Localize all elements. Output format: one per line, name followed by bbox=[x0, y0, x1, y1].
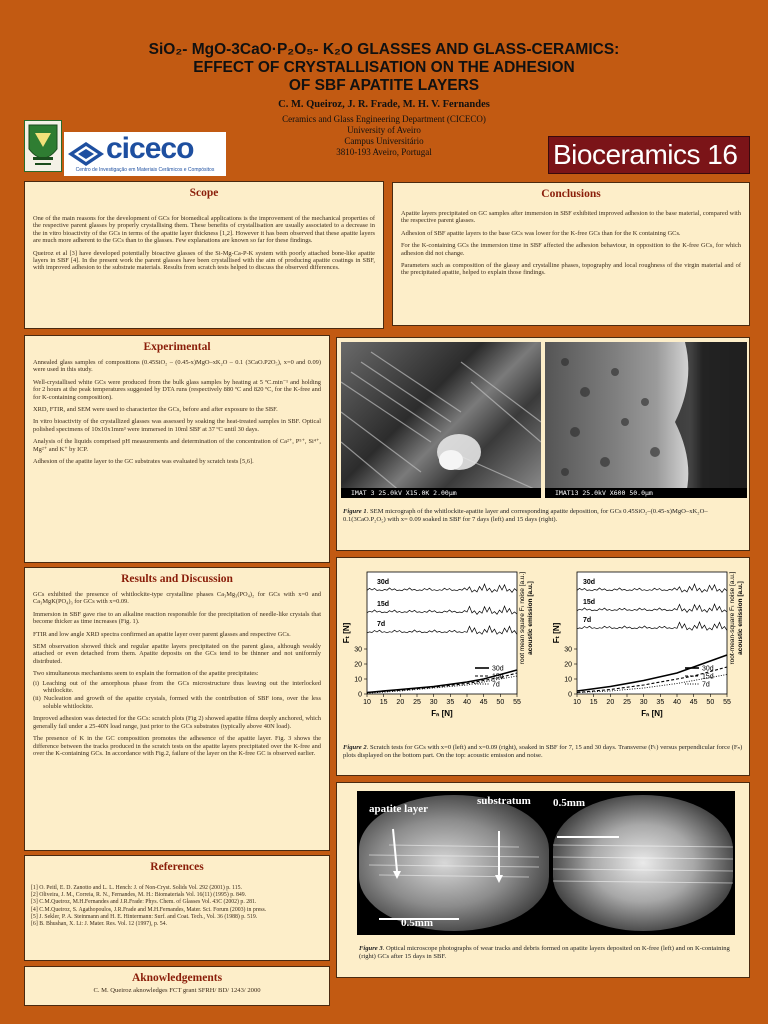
scope-paragraph: One of the main reasons for the development of GCs for biomedical applications is the improvement of the mechanical properties of the respective parent glasses by properly crystallising them. These benefits of crystallisation are usually associated to a decrease in the in vitro bioactivity of the GCs in terms of the apatite layer thickness [1,2]. However it has been observed that these apatite layers are much more adherent to the GCs than to the glasses. Few explanations are known so far for these findings. bbox=[33, 215, 375, 245]
results-paragraph: FTIR and low angle XRD spectra confirmed an apatite layer over parent glasses and respective GCs. bbox=[33, 630, 291, 638]
conclusions-paragraph: Parameters such as composition of the glassy and crystalline phases, topography and local roughness of the virgin material and of the precipitated apatite, helped to explain those findings. bbox=[401, 262, 741, 277]
x-tick-label: 50 bbox=[706, 699, 715, 706]
x-tick-label: 35 bbox=[656, 699, 665, 706]
sem-image-left bbox=[341, 342, 541, 498]
figure3-caption-label: Figure 3 bbox=[359, 945, 383, 952]
experimental-paragraph: Analysis of the liquids comprised pH measurements and determination of the concentration of Ca²⁺, P⁵⁺, Si⁴⁺, Mg²⁺ and K⁺ by ICP. bbox=[33, 438, 321, 453]
x-tick-label: 25 bbox=[413, 699, 421, 706]
acoustic-trace-label: 30d bbox=[377, 579, 390, 586]
y-tick-label: 10 bbox=[564, 676, 572, 684]
experimental-heading: Experimental bbox=[143, 341, 211, 353]
legend-label: 15d bbox=[492, 673, 504, 681]
x-tick-label: 30 bbox=[429, 699, 438, 706]
results-paragraph: (ii) Nucleation and growth of the apatite crystals, formed with the contribution of SBF ions, over the less soluble whitlockite. bbox=[33, 695, 321, 710]
results-paragraph: SEM observation showed thick and regular apatite layers precipitated on the parent glass, although weakly attached or even detached from them. Apatite deposits on the GCs tend to be thinner and not uniformly distributed. bbox=[33, 643, 321, 665]
right-axis-label-noise: root mean square Fₜ noise [a.u.] bbox=[519, 571, 526, 665]
y-tick-label: 0 bbox=[358, 691, 362, 699]
x-tick-label: 40 bbox=[463, 699, 471, 706]
y-tick-label: 0 bbox=[568, 691, 572, 699]
poster-title-line2: EFFECT OF CRYSTALLISATION ON THE ADHESION bbox=[193, 59, 575, 76]
acoustic-trace-label: 15d bbox=[583, 599, 596, 606]
y-axis-label: Fₜ [N] bbox=[342, 622, 351, 644]
figure2-caption-label: Figure 2 bbox=[343, 744, 367, 751]
affil-line: University of Aveiro bbox=[347, 125, 421, 135]
references-panel bbox=[24, 855, 330, 961]
y-axis-label: Fₜ [N] bbox=[552, 622, 561, 644]
right-axis-label-noise: root-mean-square Fₜ noise [a.u.] bbox=[729, 571, 736, 665]
results-paragraph: Improved adhesion was detected for the GCs: scratch plots (Fig 2) showed apatite films deeply anchored, which generally fail under a 25-40N load range, just prior to the GCs substrates (typically above 40N load). bbox=[33, 715, 321, 730]
x-axis-label: Fₙ [N] bbox=[431, 709, 453, 718]
reference-item: [2] Oliveira, J. M., Correia, R. N., Fernandes, M. H.: Biomaterials Vol. 16(11) (1995) p. 849. bbox=[31, 892, 247, 899]
legend-label: 30d bbox=[702, 665, 714, 673]
experimental-paragraph: XRD, FTIR, and SEM were used to characterize the GCs, before and after exposure to the SBF. bbox=[33, 406, 278, 414]
y-tick-label: 20 bbox=[354, 661, 362, 669]
ciceco-subtitle: Centro de Investigação em Materiais Cerâmicos e Compósitos bbox=[75, 167, 215, 173]
x-tick-label: 10 bbox=[363, 699, 371, 706]
figure2-caption bbox=[343, 744, 745, 760]
affiliation bbox=[200, 114, 568, 158]
scale-bar-left-label: 0.5mm bbox=[401, 917, 434, 929]
results-paragraph: GCs exhibited the presence of whitlockite-type crystalline phases Ca₃Mg₃(PO₄)₂ for GCs with x=0 and Ca₃MgK(PO₄)₃ for GCs with x=0.09. bbox=[33, 591, 321, 606]
conclusions-heading: Conclusions bbox=[541, 188, 601, 200]
poster-title-line3: OF SBF APATITE LAYERS bbox=[288, 77, 480, 94]
scale-bar-right-label: 0.5mm bbox=[553, 797, 586, 809]
y-tick-label: 30 bbox=[564, 646, 572, 654]
x-tick-label: 35 bbox=[446, 699, 455, 706]
x-tick-label: 10 bbox=[573, 699, 581, 706]
right-axis-label-acoustic: acoustic emission [a.u.] bbox=[527, 581, 534, 655]
university-crest-logo bbox=[24, 120, 62, 172]
acknowledgements-text: C. M. Queiroz aknowledges FCT grant SFRH/ BD/ 1243/ 2000 bbox=[93, 987, 261, 994]
reference-item: [6] B. Bhushan, X. Li: J. Mater. Res. Vol. 12 (1997), p. 54. bbox=[31, 921, 168, 928]
optical-photo-left bbox=[359, 795, 549, 931]
authors: C. M. Queiroz, J. R. Frade, M. H. V. Fernandes bbox=[278, 99, 490, 110]
scratch-test-charts bbox=[337, 558, 751, 734]
affil-line: 3810-193 Aveiro, Portugal bbox=[336, 147, 432, 157]
scope-heading: Scope bbox=[189, 187, 219, 199]
bioceramics-logo bbox=[548, 136, 750, 174]
reference-item: [3] C.M.Queiroz, M.H.Fernandes and J.R.Frade: Phys. Chem. of Glasses Vol. 43C (2002) p. 281. bbox=[31, 899, 257, 906]
figure3-caption bbox=[359, 945, 743, 961]
legend-label: 15d bbox=[702, 673, 714, 681]
experimental-panel bbox=[24, 335, 330, 563]
results-paragraph: The presence of K in the GC composition promotes the adhesence of the apatite layer. Fig. 3 shows the difference between the tracks produced in the scratch tests on the apatite layers precipitated over the K-free and over the K-containing GCs. In accordance with Fig.2, failure of the layer on the K-free GC is observed earlier. bbox=[33, 735, 321, 757]
results-panel bbox=[24, 567, 330, 851]
experimental-paragraph: Annealed glass samples of compositions (0.45SiO₂ – (0.45-x)MgO–xK₂O – 0.1 (3CaO.P2O₅), x=0 and 0.09) were used in this study. bbox=[33, 359, 321, 374]
substratum-label: substratum bbox=[477, 795, 531, 807]
ciceco-logo-mark-icon bbox=[66, 138, 106, 168]
bioceramics-label: Bioceramics 16 bbox=[553, 139, 738, 170]
ciceco-logo bbox=[64, 132, 226, 176]
x-tick-label: 40 bbox=[673, 699, 681, 706]
figure2-caption-text: . Scratch tests for GCs with x=0 (left) and x=0.09 (right), soaked in SBF for 7, 15 and 30 days. Transverse (Fₜ) versus perpendicular force (Fₙ) plots displayed on the bottom part. On the top: acoustic emission and noise. bbox=[343, 744, 743, 759]
conclusions-paragraph: For the K-containing GCs the immersion time in SBF affected the adhesion behaviour, in opposition to the K-free GCs, for which adhesion did not change. bbox=[401, 242, 741, 257]
legend-label: 7d bbox=[702, 681, 710, 689]
optical-photo-pair bbox=[357, 791, 735, 935]
scope-panel bbox=[24, 181, 384, 329]
reference-item: [5] J. Sekler, P. A. Steinmann and H. E. Hintermann: Surf. and Coat. Tech., Vol. 36 (1988) p. 519. bbox=[31, 913, 258, 920]
right-axis-label-acoustic: acoustic emission [a.u.] bbox=[737, 581, 744, 655]
affil-line: Campus Universitário bbox=[344, 136, 424, 146]
experimental-paragraph: Well-crystallised white GCs were produced from the bulk glass samples by heating at 5 ºC.min⁻¹ and holding for 2 hours at the peak temperatures suggested by DTA runs (respectively 880 ºC and 820 ºC, for the K-free and for K-containing composition). bbox=[33, 378, 321, 401]
y-tick-label: 10 bbox=[354, 676, 362, 684]
reference-item: [1] O. Peitl, E. D. Zanotto and L. L. Hench: J. of Non-Cryst. Solids Vol. 292 (2001) p. 115. bbox=[31, 885, 242, 891]
acknowledgements-heading: Aknowledgements bbox=[131, 972, 223, 984]
x-tick-label: 30 bbox=[639, 699, 648, 706]
apatite-layer-label: apatite layer bbox=[369, 803, 428, 815]
x-tick-label: 55 bbox=[723, 699, 731, 706]
x-tick-label: 15 bbox=[379, 699, 388, 706]
acoustic-trace-label: 7d bbox=[583, 617, 592, 624]
acknowledgements-panel bbox=[24, 966, 330, 1006]
figure3-caption-text: . Optical microscope photographs of wear tracks and debris formed on apatite layers deposited on K-free (left) and on K-containing (right) GCs after 15 days in SBF. bbox=[359, 945, 730, 960]
sem-image-right bbox=[545, 342, 747, 498]
legend-label: 7d bbox=[492, 681, 500, 689]
x-axis-label: Fₙ [N] bbox=[641, 709, 663, 718]
scope-paragraph: Queiroz et al [3] have developed potentially bioactive glasses of the Si-Mg-Ca-P-K system with poorly attached bone-like apatite layers in SBF [4]. In the present work the parent glasses have been crystallised with the aim of producing apatite coatings in SBF, with improved adhesion to the substrate materials. Results from scratch tests helped to discuss the observed differences. bbox=[33, 249, 375, 272]
figure2-panel bbox=[336, 557, 750, 776]
y-tick-label: 30 bbox=[354, 646, 362, 654]
reference-item: [4] C.M.Queiroz, S. Agathopoulos, J.R.Frade and M.H.Fernandes, Mater. Sci. Forum (2003) in press. bbox=[31, 906, 267, 913]
x-tick-label: 50 bbox=[496, 699, 505, 706]
acoustic-trace-label: 30d bbox=[583, 579, 596, 586]
references-heading: References bbox=[150, 861, 204, 873]
figure1-panel bbox=[336, 337, 750, 551]
sem-left-label: IMAT 3 25.0kV X15.0K 2.00µm bbox=[351, 489, 457, 497]
poster-title-line1: SiO₂- MgO-3CaO·P₂O₅- K₂O GLASSES AND GLASS-CERAMICS: bbox=[148, 41, 620, 58]
conclusions-paragraph: Apatite layers precipitated on GC samples after immersion in SBF exhibited improved adhesion to the base material, compared with the respective parent glasses. bbox=[401, 210, 741, 225]
experimental-paragraph: In vitro bioactivity of the crystallized glasses was assessed by soaking the heat-treated samples in SBF. Optical polished specimens of 10x10x1mm³ were immersed in 10ml SBF at 37 ºC until 30 days. bbox=[33, 418, 321, 433]
affil-line: Ceramics and Glass Engineering Department (CICECO) bbox=[282, 114, 486, 124]
x-tick-label: 25 bbox=[623, 699, 631, 706]
y-tick-label: 20 bbox=[564, 661, 572, 669]
results-paragraph: (i) Leaching out of the amorphous phase from the GCs microstructure thus leaving out the interlocked whitlockite. bbox=[33, 679, 321, 695]
ciceco-wordmark: ciceco bbox=[106, 132, 194, 165]
x-tick-label: 20 bbox=[396, 699, 405, 706]
figure1-caption-text: . SEM micrograph of the whitlockite-apatite layer and corresponding apatite deposition, for GCs 0.45SiO₂–(0.45-x)MgO–xK₂O–0.1(3CaO.P₂O₅) with x= 0.09 soaked in SBF for 7 days (left) and 15 days (right). bbox=[343, 508, 708, 523]
x-tick-label: 45 bbox=[689, 699, 698, 706]
acoustic-trace-label: 15d bbox=[377, 601, 390, 608]
figure1-caption-label: Figure 1 bbox=[343, 508, 367, 515]
x-tick-label: 20 bbox=[606, 699, 615, 706]
sem-right-label: IMAT13 25.0kV X600 50.0µm bbox=[555, 489, 653, 497]
x-tick-label: 55 bbox=[513, 699, 521, 706]
results-heading: Results and Discussion bbox=[121, 573, 233, 585]
figure3-panel bbox=[336, 782, 750, 978]
results-paragraph: Immersion in SBF gave rise to an alkaline reaction responsible for the precipitation of needle-like crystals that become thicker as time increases (Fig. 1). bbox=[33, 610, 321, 626]
optical-photo-right bbox=[553, 795, 733, 931]
acoustic-trace-label: 7d bbox=[377, 621, 386, 628]
conclusions-paragraph: Adhesion of SBF apatite layers to the base GCs was lower for the K-free GCs than for the K containing GCs. bbox=[401, 229, 681, 237]
figure1-caption bbox=[343, 508, 745, 524]
conclusions-panel bbox=[392, 182, 750, 326]
legend-label: 30d bbox=[492, 665, 504, 673]
results-paragraph: Two simultaneous mechanisms seem to explain the formation of the apatite precipitates: bbox=[33, 670, 259, 678]
x-tick-label: 45 bbox=[479, 699, 488, 706]
experimental-paragraph: Adhesion of the apatite layer to the GC substrates was evaluated by scratch tests [5,6]. bbox=[33, 458, 254, 466]
x-tick-label: 15 bbox=[589, 699, 598, 706]
